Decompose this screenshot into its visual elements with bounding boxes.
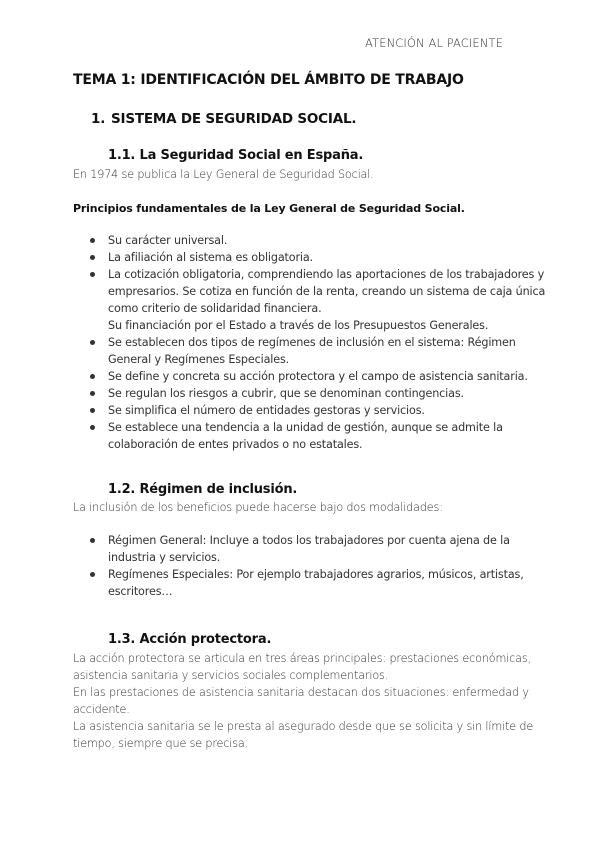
section-1-number: 1.: [91, 111, 106, 127]
bullet-icon: [90, 340, 95, 345]
subsection-1-1-intro: En 1974 se publica la Ley General de Seguridad Social.: [73, 168, 374, 181]
bullet-icon: [90, 572, 95, 577]
list-item: Se define y concreta su acción protectora y el campo de asistencia sanitaria.: [90, 368, 545, 385]
principles-heading: Principios fundamentales de la Ley General de Seguridad Social.: [73, 202, 465, 215]
section-1-title: SISTEMA DE SEGURIDAD SOCIAL.: [111, 111, 357, 127]
list-item: Se establece una tendencia a la unidad de gestión, aunque se admite la colaboración de entes privados o no estatales.: [90, 419, 545, 453]
list-item: Regímenes Especiales: Por ejemplo trabajadores agrarios, músicos, artistas, escritores…: [90, 566, 524, 600]
subsection-1-2-title: 1.2. Régimen de inclusión.: [108, 482, 298, 497]
list-item: Se establecen dos tipos de regímenes de inclusión en el sistema: Régimen General y Regímenes Especiales.: [90, 334, 545, 368]
list-item: Se regulan los riesgos a cubrir, que se denominan contingencias.: [90, 385, 545, 402]
principles-list: [90, 232, 545, 453]
bullet-icon: [90, 391, 95, 396]
list-item: Se simplifica el número de entidades gestoras y servicios.: [90, 402, 545, 419]
section-1-heading: [91, 111, 356, 127]
list-item-continuation: Su financiación por el Estado a través de los Presupuestos Generales.: [108, 319, 489, 332]
bullet-icon: [90, 255, 95, 260]
subsection-1-2-intro: La inclusión de los beneficios puede hacerse bajo dos modalidades:: [73, 501, 443, 514]
bullet-icon: [90, 425, 95, 430]
subsection-1-1-title: 1.1. La Seguridad Social en España.: [108, 148, 364, 163]
running-header: ATENCIÓN AL PACIENTE: [365, 36, 503, 50]
subsection-1-3-title: 1.3. Acción protectora.: [108, 632, 272, 647]
list-item: Su carácter universal.: [90, 232, 545, 249]
bullet-icon: [90, 238, 95, 243]
bullet-icon: [90, 374, 95, 379]
bullet-icon: [90, 408, 95, 413]
subsection-1-3-body: La acción protectora se articula en tres áreas principales: prestaciones económicas, asistencia sanitaria y servicios sociales complementarios. En las prestaciones de asistencia sanitaria destacan dos situaciones: enfermedad y accidente. La asistencia sanitaria se le presta al asegurado desde que se solicita y sin límite de tiempo, siempre que se precisa.: [73, 652, 534, 750]
bullet-icon: [90, 538, 95, 543]
list-item: La afiliación al sistema es obligatoria.: [90, 249, 545, 266]
list-item: La cotización obligatoria, comprendiendo las aportaciones de los trabajadores y empresarios. Se cotiza en función de la renta, creando un sistema de caja única como criterio de solidaridad financiera.: [90, 266, 545, 317]
list-item: Régimen General: Incluye a todos los trabajadores por cuenta ajena de la industria y servicios.: [90, 532, 524, 566]
bullet-icon: [90, 272, 95, 277]
inclusion-list: [90, 532, 524, 600]
tema-title: TEMA 1: IDENTIFICACIÓN DEL ÁMBITO DE TRABAJO: [73, 72, 464, 88]
